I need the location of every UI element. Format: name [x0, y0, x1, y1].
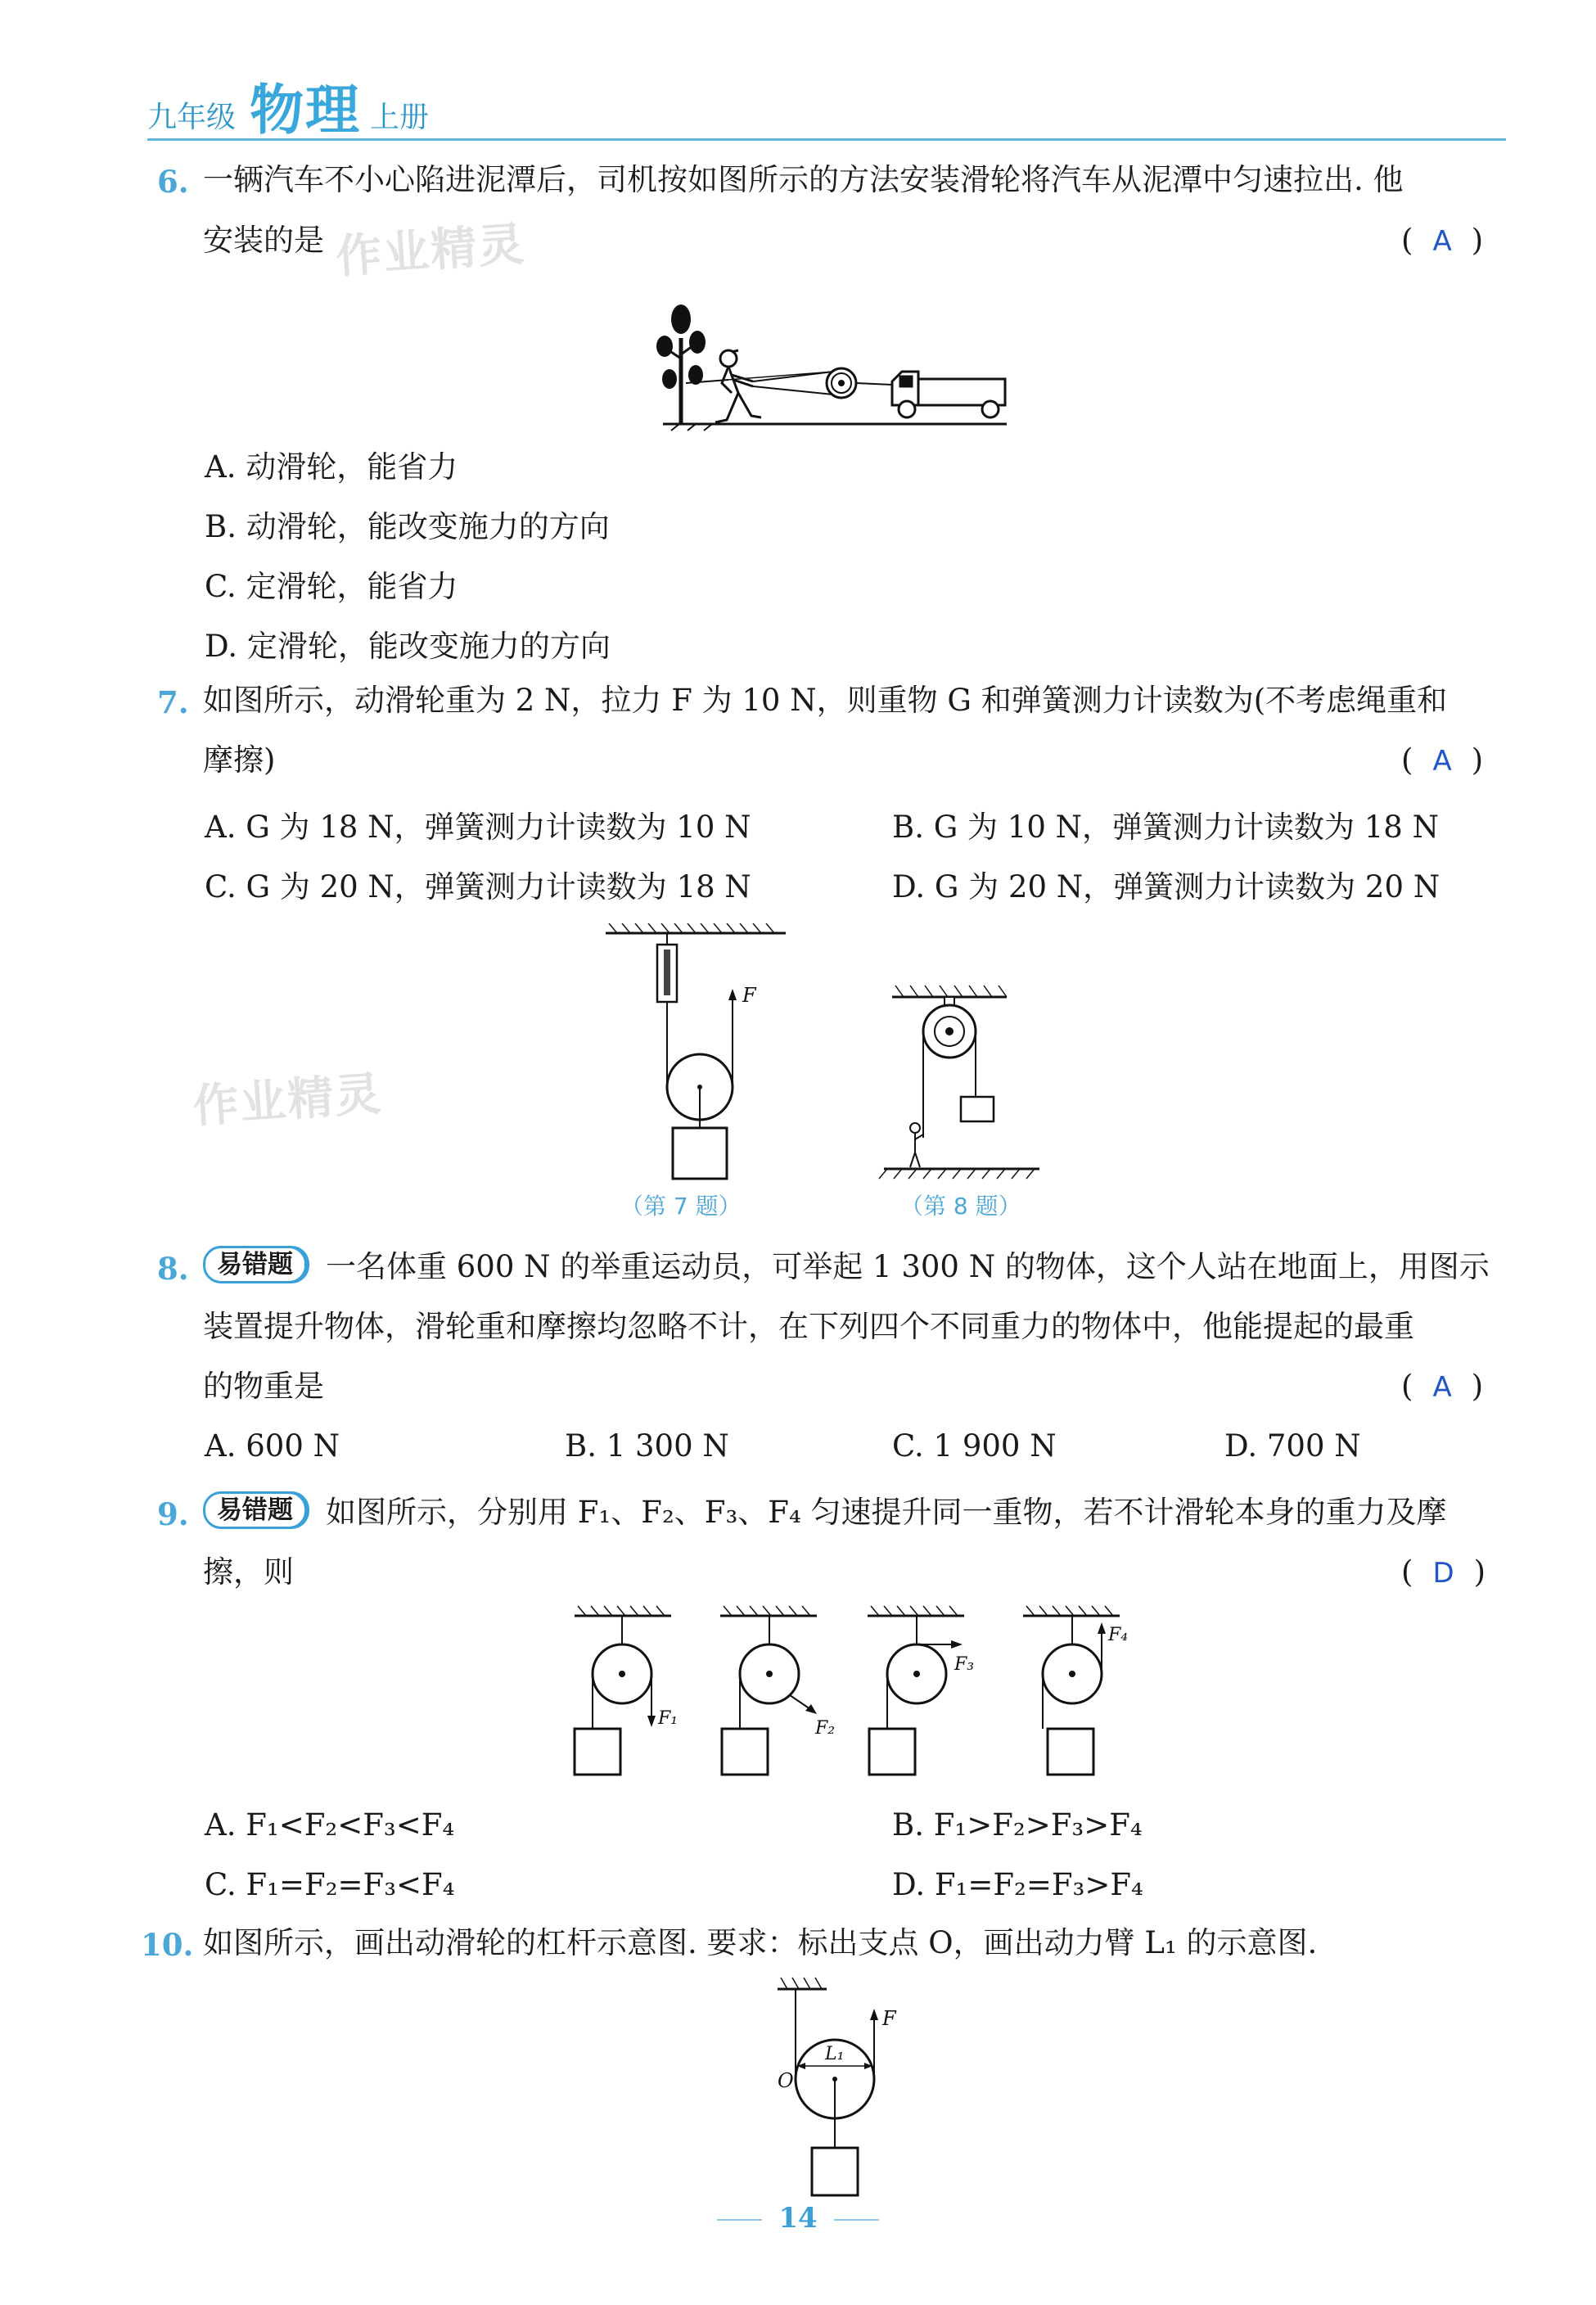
- q8-badge-error-prone: 易错题: [203, 1246, 307, 1283]
- q6-option-d[interactable]: D. 定滑轮，能改变施力的方向: [205, 629, 611, 664]
- q8-option-c[interactable]: C. 1 900 N: [892, 1428, 1057, 1464]
- q8-caption: （第 8 题）: [900, 1193, 1021, 1220]
- q9-option-c[interactable]: C. F₁=F₂=F₃<F₄: [205, 1867, 455, 1902]
- q9-answer-bracket: ( D ): [1401, 1554, 1486, 1590]
- q9-pulley-4: [1023, 1606, 1128, 1775]
- q8-option-b[interactable]: B. 1 300 N: [565, 1428, 729, 1464]
- q6-answer: A: [1432, 225, 1452, 258]
- q8-number: 8.: [157, 1251, 189, 1287]
- q7-option-c[interactable]: C. G 为 20 N，弹簧测力计读数为 18 N: [205, 869, 751, 904]
- q9-badge-error-prone: 易错题: [203, 1491, 307, 1529]
- page-header: [147, 79, 1506, 147]
- truck-icon: [892, 372, 1005, 417]
- q6-option-b[interactable]: B. 动滑轮，能改变施力的方向: [205, 509, 610, 544]
- watermark-1: 作业精灵: [334, 217, 528, 285]
- q10-label-f: F: [882, 2007, 896, 2030]
- q8-text-line1: 一名体重 600 N 的举重运动员，可举起 1 300 N 的物体，这个人站在地面上，用图示: [326, 1249, 1490, 1284]
- page-number-value: 14: [778, 2202, 818, 2235]
- pulley-icon: [827, 368, 856, 398]
- q9-pulley-3: [868, 1606, 974, 1775]
- q6-number: 6.: [157, 164, 189, 200]
- q9-pulley-1: [575, 1606, 678, 1775]
- q6-option-a[interactable]: A. 动滑轮，能省力: [205, 449, 458, 485]
- q8-option-d[interactable]: D. 700 N: [1224, 1428, 1361, 1464]
- q6-figure-truck-pulley: [647, 301, 1015, 432]
- spring-scale-icon: [657, 933, 677, 1020]
- q10-number: 10.: [141, 1927, 194, 1963]
- q8-text-line3: 的物重是: [203, 1369, 324, 1404]
- q9-figure-four-pulleys: [565, 1604, 1138, 1789]
- q7-text-line1: 如图所示，动滑轮重为 2 N，拉力 F 为 10 N，则重物 G 和弹簧测力计读数为(不考虑绳重和: [203, 683, 1448, 718]
- q7-answer: A: [1432, 745, 1452, 778]
- q9-label-f2: F₂: [815, 1718, 836, 1739]
- q9-option-a[interactable]: A. F₁<F₂<F₃<F₄: [205, 1807, 455, 1843]
- q8-answer: A: [1432, 1371, 1452, 1404]
- q10-label-o: O: [778, 2069, 794, 2092]
- watermark-2: 作业精灵: [191, 1067, 385, 1134]
- q7-caption: （第 7 题）: [620, 1193, 742, 1220]
- q7-option-b[interactable]: B. G 为 10 N，弹簧测力计读数为 18 N: [892, 810, 1439, 845]
- q6-option-c[interactable]: C. 定滑轮，能省力: [205, 569, 458, 604]
- q7-option-d[interactable]: D. G 为 20 N，弹簧测力计读数为 20 N: [892, 869, 1440, 904]
- q7-answer-bracket: ( A ): [1401, 742, 1484, 778]
- q8-answer-bracket: ( A ): [1401, 1369, 1484, 1404]
- tree-icon: [656, 304, 706, 424]
- header-subject: 物理: [250, 79, 361, 142]
- q10-weight-block: [812, 2148, 858, 2195]
- q6-text-line2: 安装的是: [203, 223, 324, 258]
- q9-option-d[interactable]: D. F₁=F₂=F₃>F₄: [892, 1867, 1143, 1902]
- q9-text-line2: 擦，则: [203, 1554, 294, 1590]
- q7-figure-movable-pulley: [597, 923, 794, 1185]
- q9-label-f1: F₁: [658, 1708, 679, 1729]
- q10-text-line1: 如图所示，画出动滑轮的杠杆示意图. 要求：标出支点 O，画出动力臂 L₁ 的示意图.: [203, 1925, 1318, 1960]
- q9-pulley-2: [720, 1606, 835, 1775]
- header-volume: 上册: [370, 101, 430, 134]
- q7-figure-label-f: F: [742, 984, 756, 1007]
- q7-text-line2: 摩擦): [203, 742, 276, 778]
- weight-block: [673, 1128, 727, 1179]
- header-grade: 九年级: [147, 101, 237, 134]
- header-rule: [147, 138, 1506, 141]
- q10-label-l1: L₁: [825, 2044, 845, 2064]
- q8-text-line2: 装置提升物体，滑轮重和摩擦均忽略不计，在下列四个不同重力的物体中，他能提起的最重: [203, 1309, 1414, 1344]
- q7-option-a[interactable]: A. G 为 18 N，弹簧测力计读数为 10 N: [205, 810, 751, 845]
- q9-label-f4: F₄: [1108, 1625, 1129, 1645]
- q9-option-b[interactable]: B. F₁>F₂>F₃>F₄: [892, 1807, 1143, 1843]
- q9-text-line1: 如图所示，分别用 F₁、F₂、F₃、F₄ 匀速提升同一重物，若不计滑轮本身的重力及摩: [326, 1495, 1447, 1530]
- q6-text-line1: 一辆汽车不小心陷进泥潭后，司机按如图所示的方法安装滑轮将汽车从泥潭中匀速拉出. 他: [203, 162, 1404, 197]
- q10-figure-movable-pulley-lever: [778, 1974, 917, 2200]
- q9-label-f3: F₃: [954, 1654, 975, 1675]
- person-icon: [910, 1123, 923, 1167]
- page-number: [0, 2202, 1596, 2235]
- q9-number: 9.: [157, 1496, 189, 1532]
- q7-number: 7.: [157, 684, 189, 720]
- q8-figure-fixed-pulley: [876, 982, 1048, 1187]
- q9-answer: D: [1432, 1557, 1454, 1590]
- q6-answer-bracket: ( A ): [1401, 223, 1484, 258]
- q8-option-a[interactable]: A. 600 N: [205, 1428, 340, 1464]
